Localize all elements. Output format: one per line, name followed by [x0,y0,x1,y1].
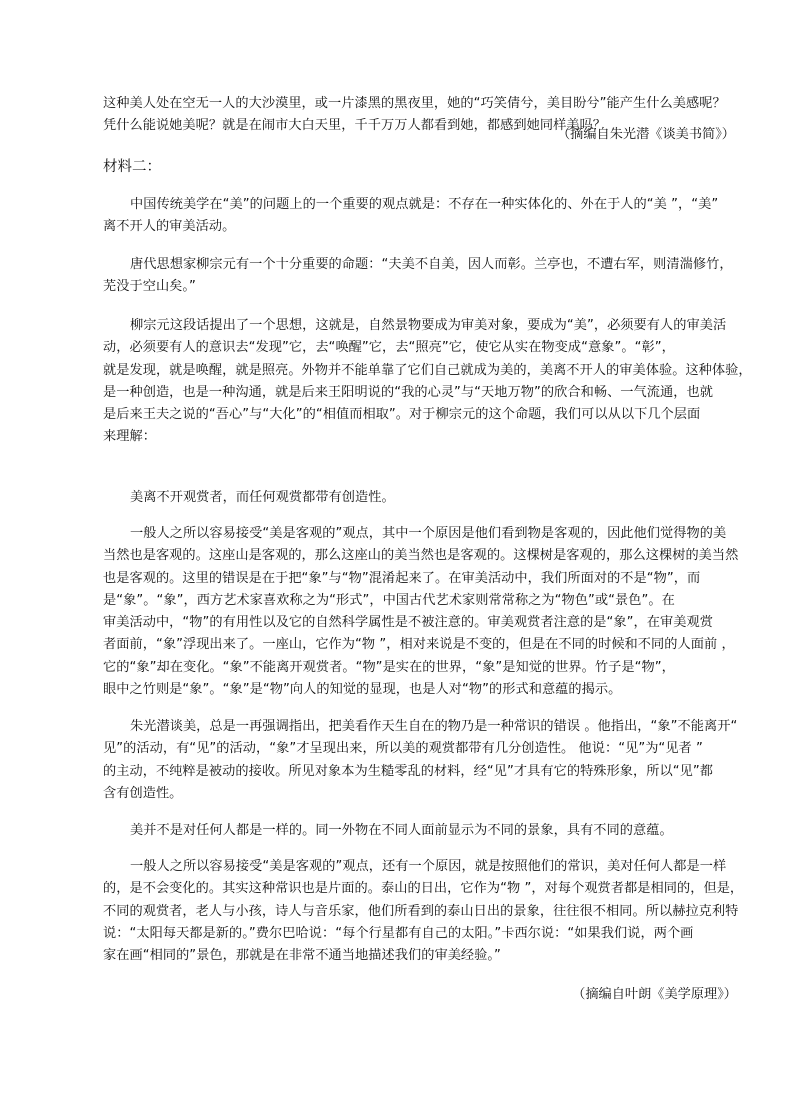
text-line: 柳宗元这段话提出了一个思想，这就是，自然景物要成为审美对象，要成为“美”，必须要有人的审美活 [130,318,727,333]
text-line: 的主动，不纯粹是被动的接收。所见对象本为生糙零乱的材料，经“见”才具有它的特殊形象，所以“见”都 [103,763,713,779]
paragraph-2 [103,254,785,299]
source-citation-2: （摘编自叶朗《美学原理》） [572,987,737,1002]
text-line: 美并不是对任何人都是一样的。同一外物在不同人面前显示为不同的景象，具有不同的意蕴。 [130,823,673,838]
text-line: 见”的活动，有“见”的活动，“象”才呈现出来，所以美的观赏都带有几分创造性。 他说：“见”为“见者 ” [103,741,703,757]
text-line: 审美活动中，“物”的有用性以及它的自然科学属性是不被注意的。审美观赏者注意的是“象”，在审美观赏 [103,615,713,631]
text-line: 这种美人处在空无一人的大沙漠里，或一片漆黑的黑夜里，她的“巧笑倩兮，美目盼兮”能产生什么美感呢？ [103,96,726,111]
text-line: 芜没于空山矣。” [103,279,196,295]
paragraph-3 [103,315,785,449]
paragraph-1 [103,194,785,239]
text-line: 就是发现，就是唤醒，就是照亮。外物并不能单靠了它们自己就成为美的，美离不开人的审美体验。这种体验， [103,362,752,378]
text-line: 动，必须要有人的意识去“发现”它，去“唤醒”它，去“照亮”它，使它从实在物变成“意象”。“彰”， [103,340,675,356]
text-line: 一般人之所以容易接受“美是客观的”观点，其中一个原因是他们看到物是客观的，因此他们觉得物的美 [130,526,727,541]
text-line: 唐代思想家柳宗元有一个十分重要的命题：“夫美不自美，因人而彰。兰亭也，不遭右军，则清湍修竹， [130,257,733,272]
text-line: 说：“太阳每天都是新的。”费尔巴哈说：“每个行星都有自己的太阳。”卡西尔说：“如果我们说，两个画 [103,925,694,941]
text-line: 凭什么能说她美呢？就是在闹市大白天里，千千万万人都看到她，都感到她同样美吗？ [103,118,607,134]
paragraph-4 [103,487,785,509]
text-line: 含有创造性。 [103,785,183,801]
text-line: 也是客观的。这里的错误是在于把“象”与“物”混淆起来了。在审美活动中，我们所面对的不是“物”，而 [103,570,701,586]
paragraph-8 [103,856,785,967]
text-line: 者面前，“象”浮现出来了。一座山，它作为“物 ”，相对来说是不变的，但是在不同的时候和不同的人面前 ， [103,637,735,653]
text-line: 不同的观赏者，老人与小孩，诗人与音乐家，他们所看到的泰山日出的景象，往往很不相同。所以赫拉克利特 [103,903,739,919]
text-line: 离不开人的审美活动。 [103,219,236,235]
text-line: 眼中之竹则是“象”。“象”是“物”向人的知觉的显现，也是人对“物”的形式和意蕴的揭示。 [103,682,622,698]
text-line: 当然也是客观的。这座山是客观的，那么这座山的美当然也是客观的。这棵树是客观的，那么这棵树的美当然 [103,548,739,564]
text-line: 是后来王夫之说的“吾心”与“大化”的“相值而相取”。对于柳宗元的这个命题，我们可以从以下几个层面 [103,407,701,423]
paragraph-7 [103,820,785,842]
text-line: 的，是不会变化的。其实这种常识也是片面的。泰山的日出，它作为“物 ”，对每个观赏者都是相同的，但是， [103,881,744,897]
text-line: 美离不开观赏者，而任何观赏都带有创造性。 [130,490,395,505]
text-line: 家在画“相同的”景色，那就是在非常不通当地描述我们的审美经验。” [103,948,501,964]
text-line: 是一种创造，也是一种沟通，就是后来王阳明说的“我的心灵”与“天地万物”的欣合和畅、一气流通，也就 [103,384,713,400]
text-line: 来理解： [103,429,156,445]
paragraph-6 [103,716,785,805]
paragraph-5 [103,523,785,701]
text-line: 它的“象”却在变化。“象”不能离开观赏者。“物”是实在的世界，“象”是知觉的世界。竹子是“物”， [103,659,675,675]
section-heading: 材料二： [103,159,161,175]
text-line: 一般人之所以容易接受“美是客观的”观点，还有一个原因，就是按照他们的常识，美对任何人都是一样 [130,859,727,874]
source-citation-1: （摘编自朱光潜《谈美书简》） [556,127,735,142]
text-line: 是“象”。“象”，西方艺术家喜欢称之为“形式”，中国古代艺术家则常常称之为“物色”或“景色”。在 [103,592,675,608]
text-line: 朱光潜谈美，总是一再强调指出，把美看作天生自在的物乃是一种常识的错误 。他指出，“象”不能离开“ [130,719,738,734]
text-line: 中国传统美学在“美”的问题上的一个重要的观点就是：不存在一种实体化的、外在于人的“美 ”，“美” [130,197,719,212]
